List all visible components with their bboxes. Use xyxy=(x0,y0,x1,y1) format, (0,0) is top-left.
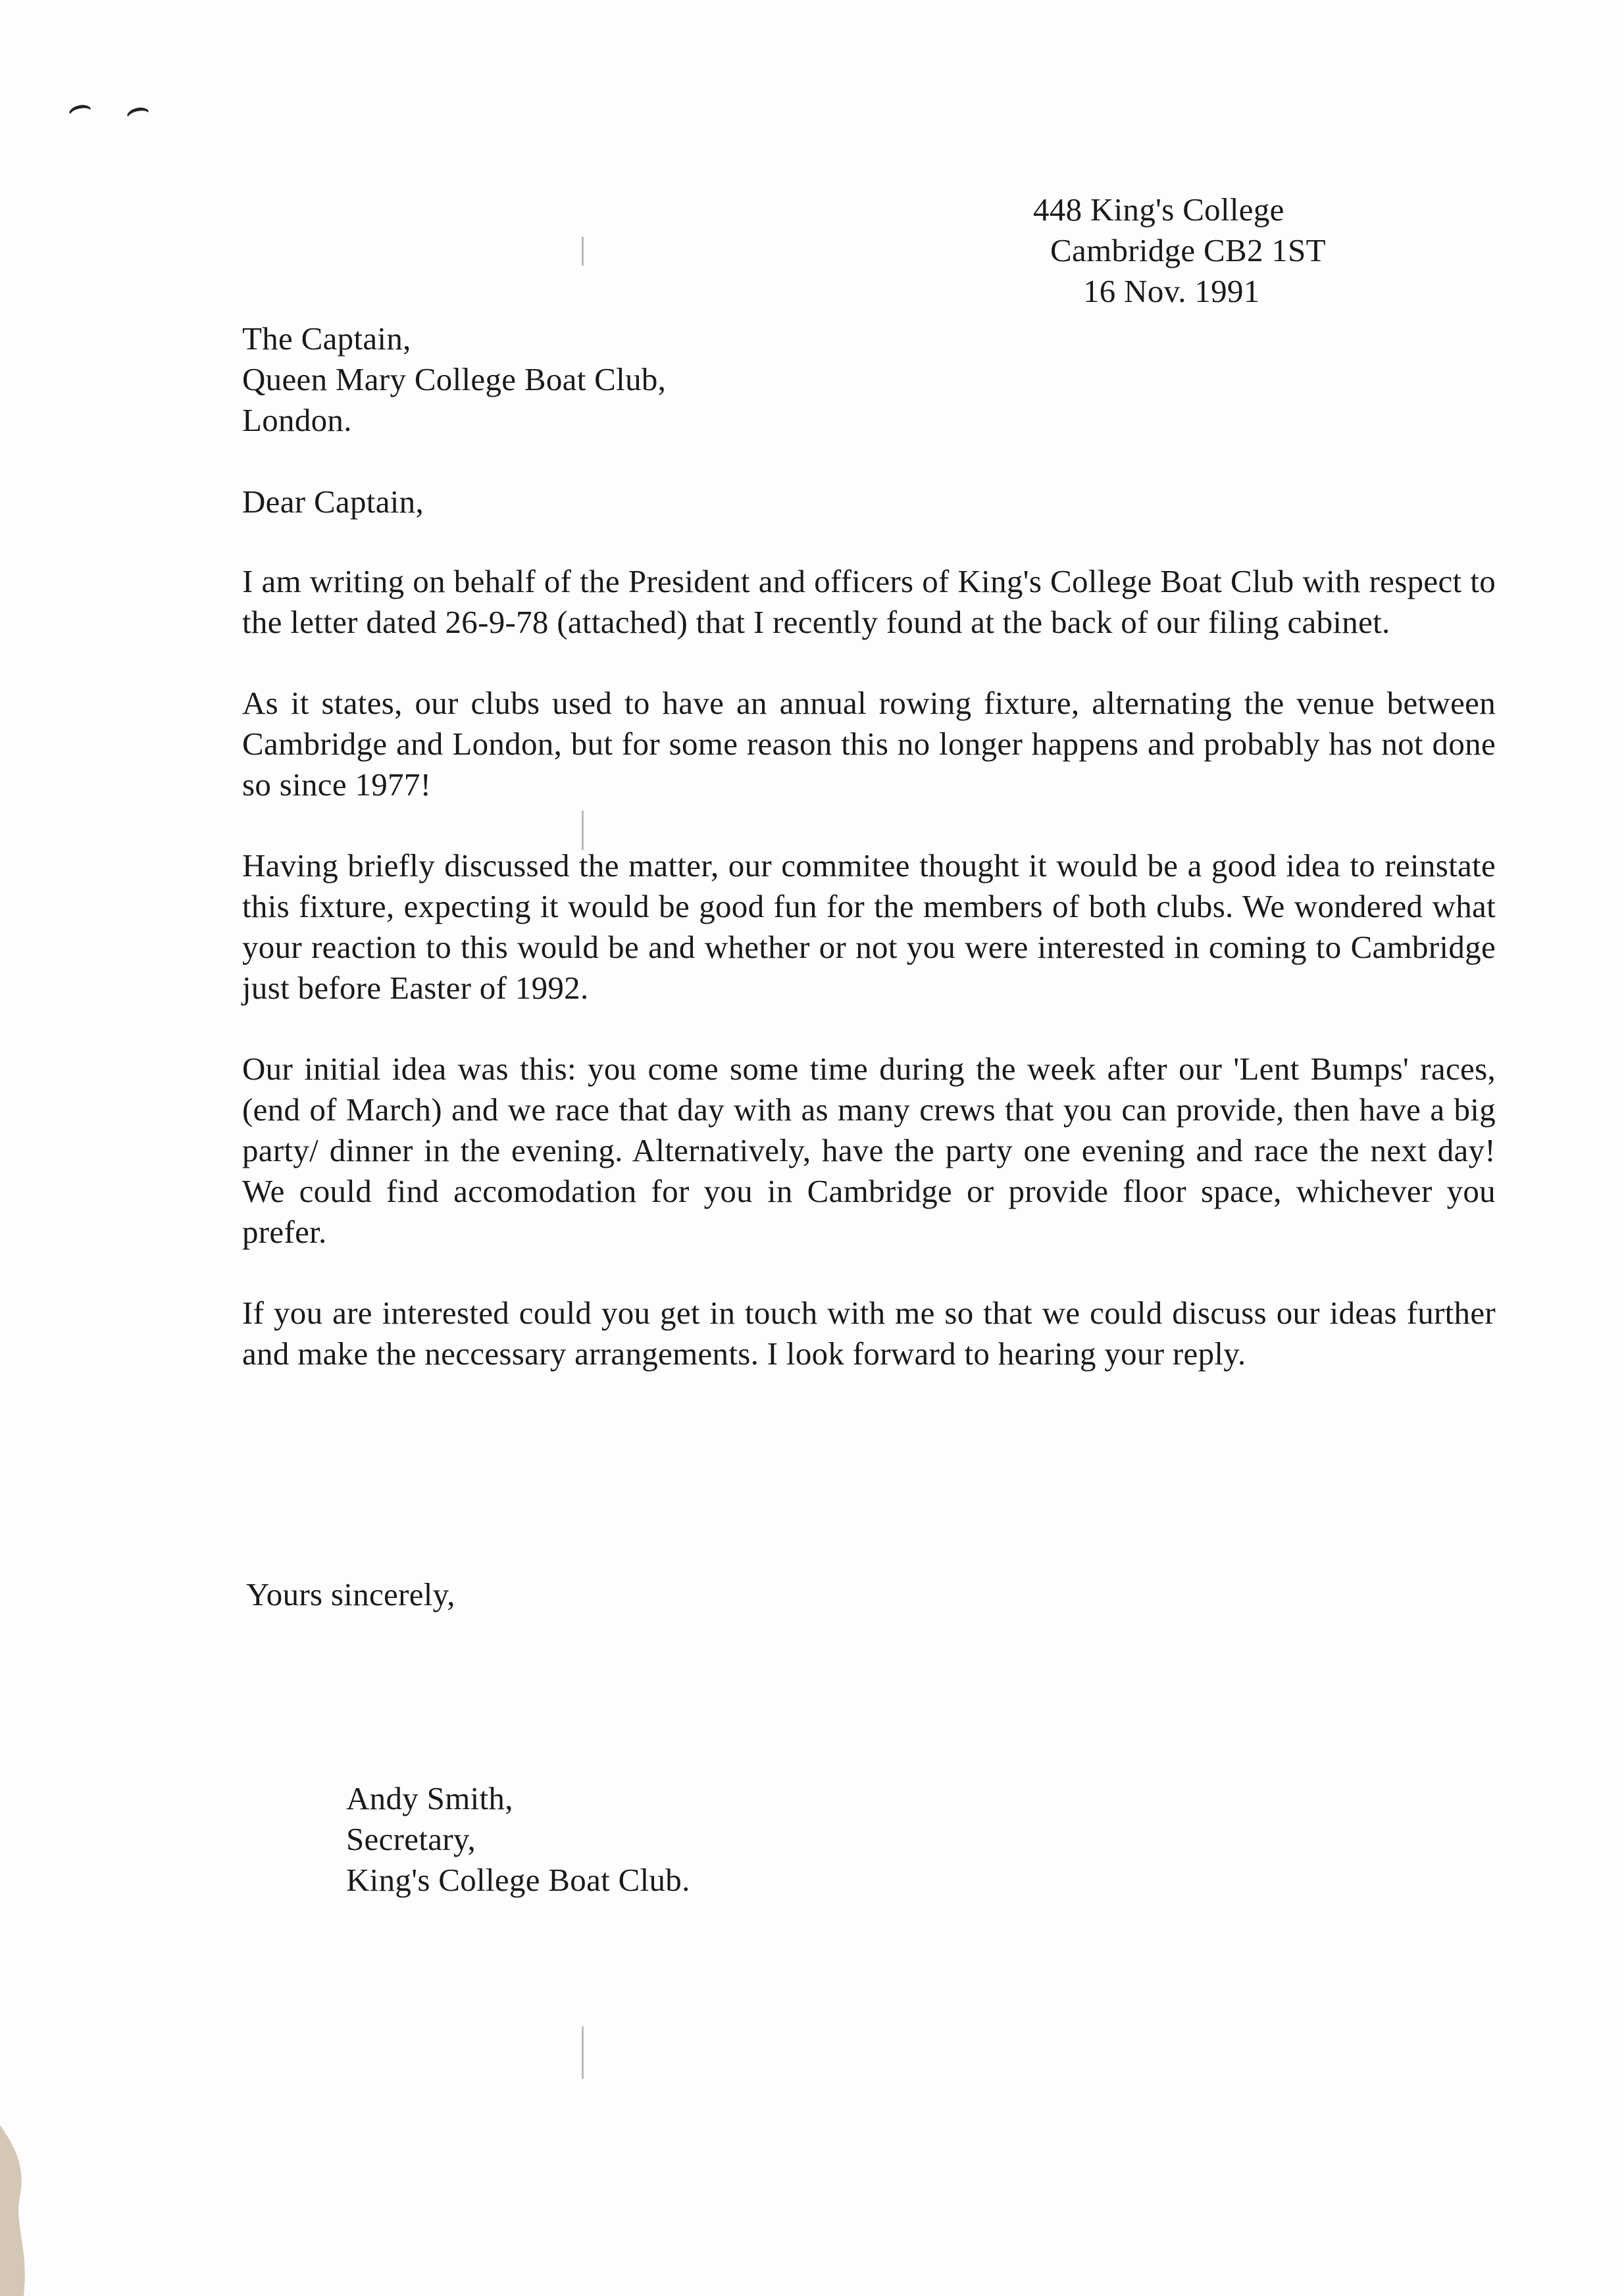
signatory-name: Andy Smith, xyxy=(346,1780,513,1816)
recipient-line: London. xyxy=(242,402,352,438)
closing: Yours sincerely, xyxy=(246,1576,455,1612)
signature-block xyxy=(346,1778,690,1901)
body-paragraph: If you are interested could you get in touch with me so that we could discuss our ideas further and make the neccessary arrangements. I look forward to hearing your reply. xyxy=(242,1295,1496,1372)
recipient-line: Queen Mary College Boat Club, xyxy=(242,361,667,397)
sender-address xyxy=(1033,189,1326,312)
letter-date: 16 Nov. 1991 xyxy=(1083,273,1260,309)
edge-stain xyxy=(0,2125,39,2296)
recipient-address xyxy=(242,318,666,441)
fold-line xyxy=(582,237,584,266)
body-paragraph: As it states, our clubs used to have an annual rowing fixture, alternating the venue between Cambridge and London, but for some reason this no longer happens and probably has not done so since 1977! xyxy=(242,685,1496,803)
fold-line xyxy=(582,2026,584,2079)
body-paragraph: Having briefly discussed the matter, our commitee thought it would be a good idea to reinstate this fixture, expecting it would be good fun for the members of both clubs. We wondered what your reaction to this would be and whether or not you were interested in coming to Cambridge just before Easter of 1992. xyxy=(242,847,1496,1006)
punch-mark-icon: ⌢ xyxy=(61,81,96,130)
letter-body xyxy=(242,561,1496,1414)
recipient-line: The Captain, xyxy=(242,320,411,357)
punch-mark-icon: ⌢ xyxy=(119,84,154,132)
signatory-title: Secretary, xyxy=(346,1821,476,1857)
sender-address-line: Cambridge CB2 1ST xyxy=(1050,232,1326,268)
body-paragraph: I am writing on behalf of the President and officers of King's College Boat Club with respect to the letter dated 26-9-78 (attached) that I recently found at the back of our filing cabinet. xyxy=(242,563,1496,640)
salutation: Dear Captain, xyxy=(242,484,424,520)
body-paragraph: Our initial idea was this: you come some time during the week after our 'Lent Bumps' races, (end of March) and we race that day with as many crews that you can provide, then have a big party/ dinner in the evening. Alternatively, have the party one evening and race the next day! We could find accomodation for you in Cambridge or provide floor space, whichever you prefer. xyxy=(242,1051,1496,1250)
signatory-organisation: King's College Boat Club. xyxy=(346,1862,690,1898)
sender-address-line: 448 King's College xyxy=(1033,191,1284,228)
